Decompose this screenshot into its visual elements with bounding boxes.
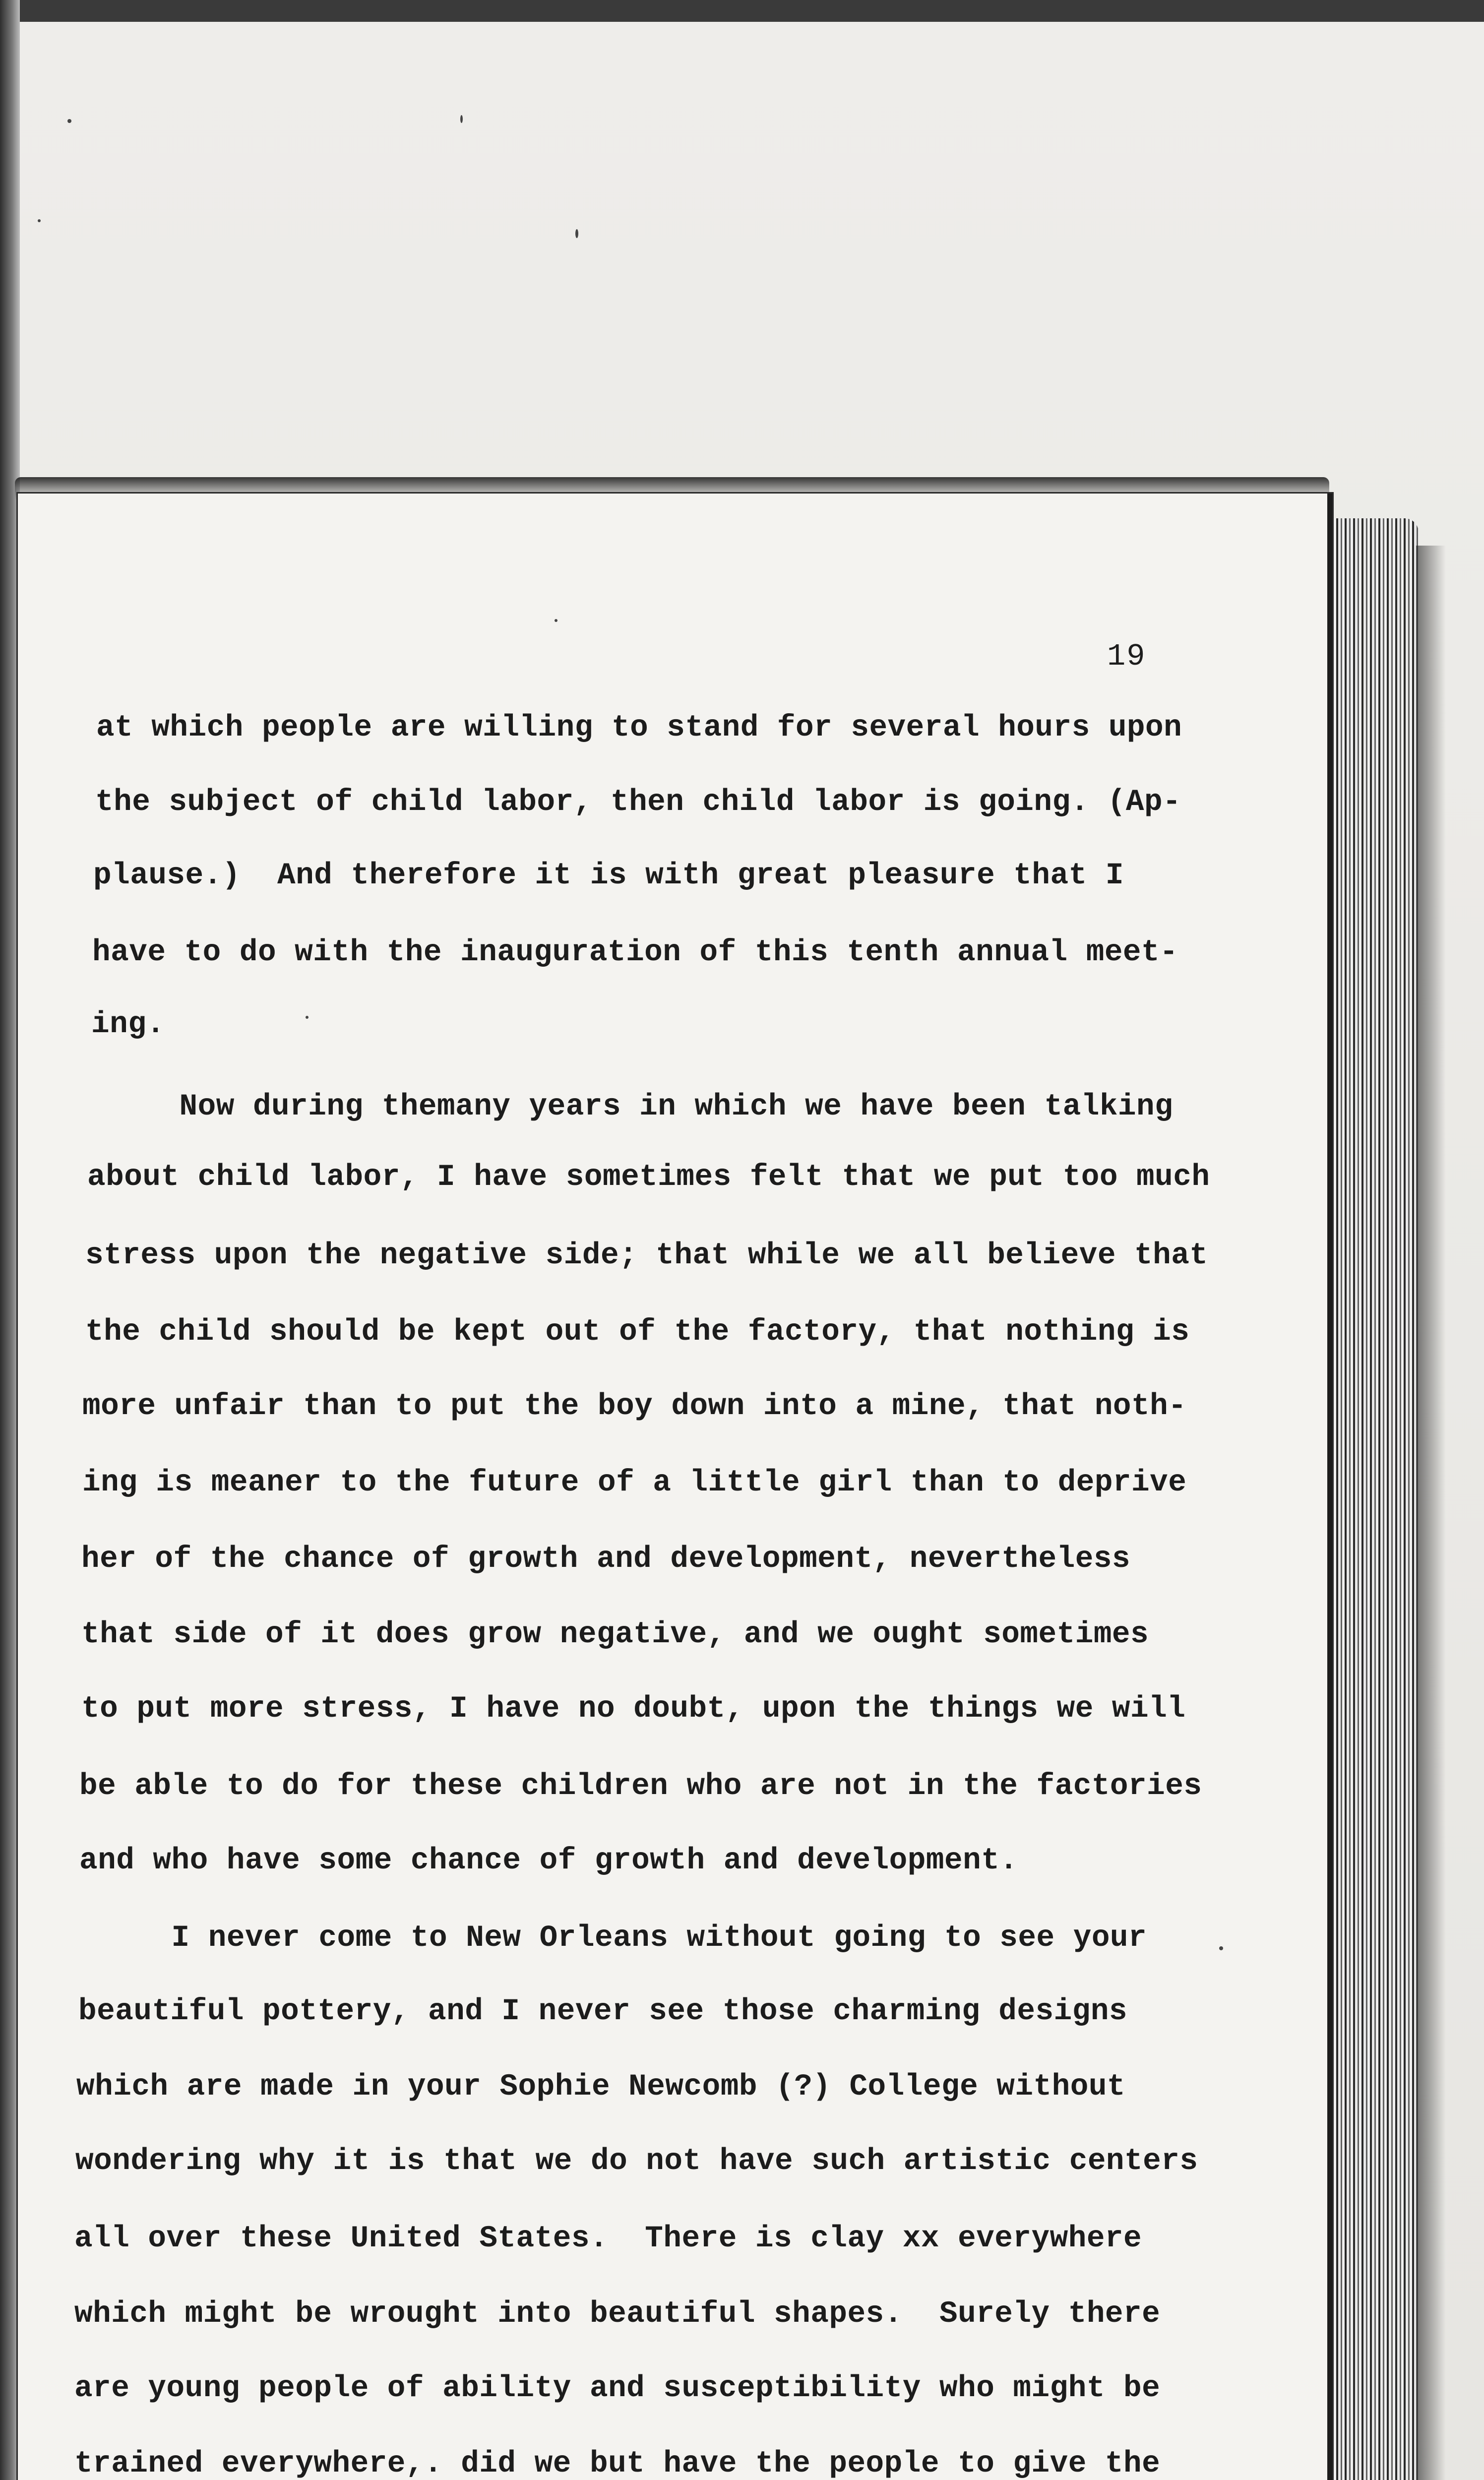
text-line: more unfair than to put the boy down into a mine, that noth-	[82, 1389, 1187, 1424]
text-line: wondering why it is that we do not have such artistic centers	[75, 2144, 1198, 2178]
text-line: the child should be kept out of the factory, that nothing is	[85, 1315, 1190, 1349]
page-number: 19	[1107, 639, 1146, 674]
text-line: ing is meaner to the future of a little girl than to deprive	[82, 1466, 1187, 1500]
text-line: stress upon the negative side; that while we all believe that	[85, 1239, 1208, 1273]
text-line: Now during themany years in which we have been talking	[87, 1090, 1174, 1124]
text-line: I never come to New Orleans without going to see your	[79, 1921, 1147, 1955]
text-line: be able to do for these children who are not in the factories	[79, 1769, 1202, 1803]
text-line: plause.) And therefore it is with great pleasure that I	[93, 859, 1124, 893]
text-line: all over these United States. There is clay xx everywhere	[74, 2222, 1142, 2256]
text-line: which are made in your Sophie Newcomb (?) College without	[76, 2070, 1126, 2104]
text-line: the subject of child labor, then child labor is going. (Ap-	[95, 785, 1181, 819]
text-line: about child labor, I have sometimes felt that we put too much	[87, 1160, 1210, 1194]
text-line: which might be wrought into beautiful shapes. Surely there	[74, 2297, 1161, 2331]
text-line: have to do with the inauguration of this tenth annual meet-	[92, 935, 1178, 970]
text-line: at which people are willing to stand for several hours upon	[96, 711, 1182, 745]
text-line: that side of it does grow negative, and we ought sometimes	[81, 1617, 1149, 1652]
text-line: beautiful pottery, and I never see those charming designs	[78, 1994, 1128, 2029]
text-line: are young people of ability and susceptibility who might be	[74, 2371, 1161, 2406]
text-line: trained everywhere,. did we but have the people to give the	[74, 2447, 1161, 2480]
text-line: to put more stress, I have no doubt, upon the things we will	[81, 1692, 1186, 1726]
text-line: and who have some chance of growth and development.	[79, 1844, 1018, 1878]
text-line: ing.	[91, 1007, 165, 1042]
text-line: her of the chance of growth and development, nevertheless	[81, 1542, 1131, 1576]
